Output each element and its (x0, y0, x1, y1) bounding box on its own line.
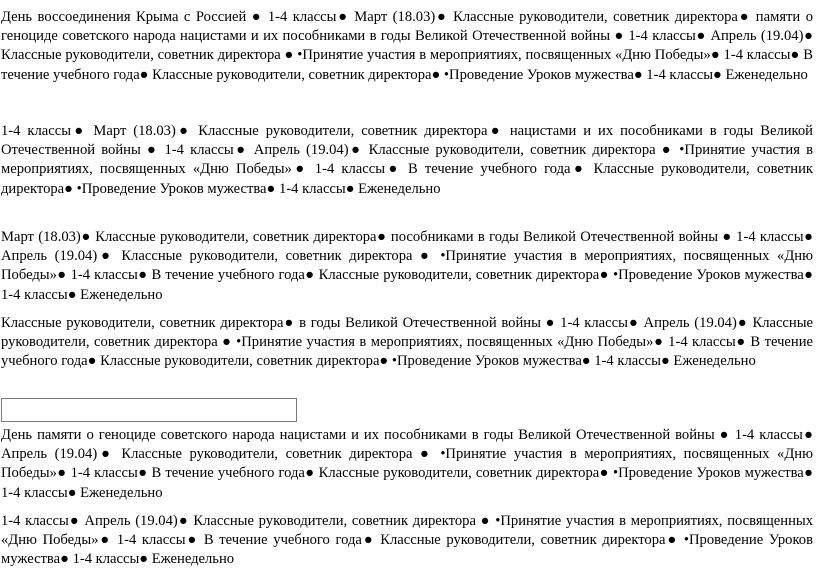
text-paragraph-1: День воссоединения Крыма с Россией ● 1-4 классы● Март (18.03)● Классные руководители, советник директора● памяти о геноциде советского народа нацистами и их пособниками в годы Великой Отечественной войны ● 1-4 классы● Апрель (19.04)● Классные руководители, советник директора ● •Принятие участия в мероприятиях, посвященных «Дню Победы»● 1-4 классы● В течение учебного года● Классные руководители, советник директора● •Проведение Уроков мужества● 1-4 классы● Еженедельно (1, 9, 813, 83)
empty-text-field[interactable] (1, 398, 297, 422)
text-paragraph-6: 1-4 классы● Апрель (19.04)● Классные руководители, советник директора ● •Принятие участия в мероприятиях, посвященных «Дню Победы»● 1-4 классы● В течение учебного года● Классные руководители, советник директора● •Проведение Уроков мужества● 1-4 классы● Еженедельно (1, 513, 813, 568)
text-paragraph-4: Классные руководители, советник директора● в годы Великой Отечественной войны ● 1-4 классы● Апрель (19.04)● Классные руководители, советник директора ● •Принятие участия в мероприятиях, посвященных «Дню Победы»● 1-4 классы● В течение учебного года● Классные руководители, советник директора● •Проведение Уроков мужества● 1-4 классы● Еженедельно (1, 315, 813, 370)
text-paragraph-2: 1-4 классы● Март (18.03)● Классные руководители, советник директора● нацистами и их пособниками в годы Великой Отечественной войны ● 1-4 классы● Апрель (19.04)● Классные руководители, советник директора ● •Принятие участия в мероприятиях, посвященных «Дню Победы»● 1-4 классы● В течение учебного года● Классные руководители, советник директора● •Проведение Уроков мужества● 1-4 классы● Еженедельно (1, 123, 813, 197)
text-paragraph-3: Март (18.03)● Классные руководители, советник директора● пособниками в годы Великой Отечественной войны ● 1-4 классы● Апрель (19.04)● Классные руководители, советник директора ● •Принятие участия в мероприятиях, посвященных «Дню Победы»● 1-4 классы● В течение учебного года● Классные руководители, советник директора● •Проведение Уроков мужества● 1-4 классы● Еженедельно (1, 229, 813, 303)
text-paragraph-5: День памяти о геноциде советского народа нацистами и их пособниками в годы Великой Отечественной войны ● 1-4 классы● Апрель (19.04)● Классные руководители, советник директора ● •Принятие участия в мероприятиях, посвященных «Дню Победы»● 1-4 классы● В течение учебного года● Классные руководители, советник директора● •Проведение Уроков мужества● 1-4 классы● Еженедельно (1, 427, 813, 501)
